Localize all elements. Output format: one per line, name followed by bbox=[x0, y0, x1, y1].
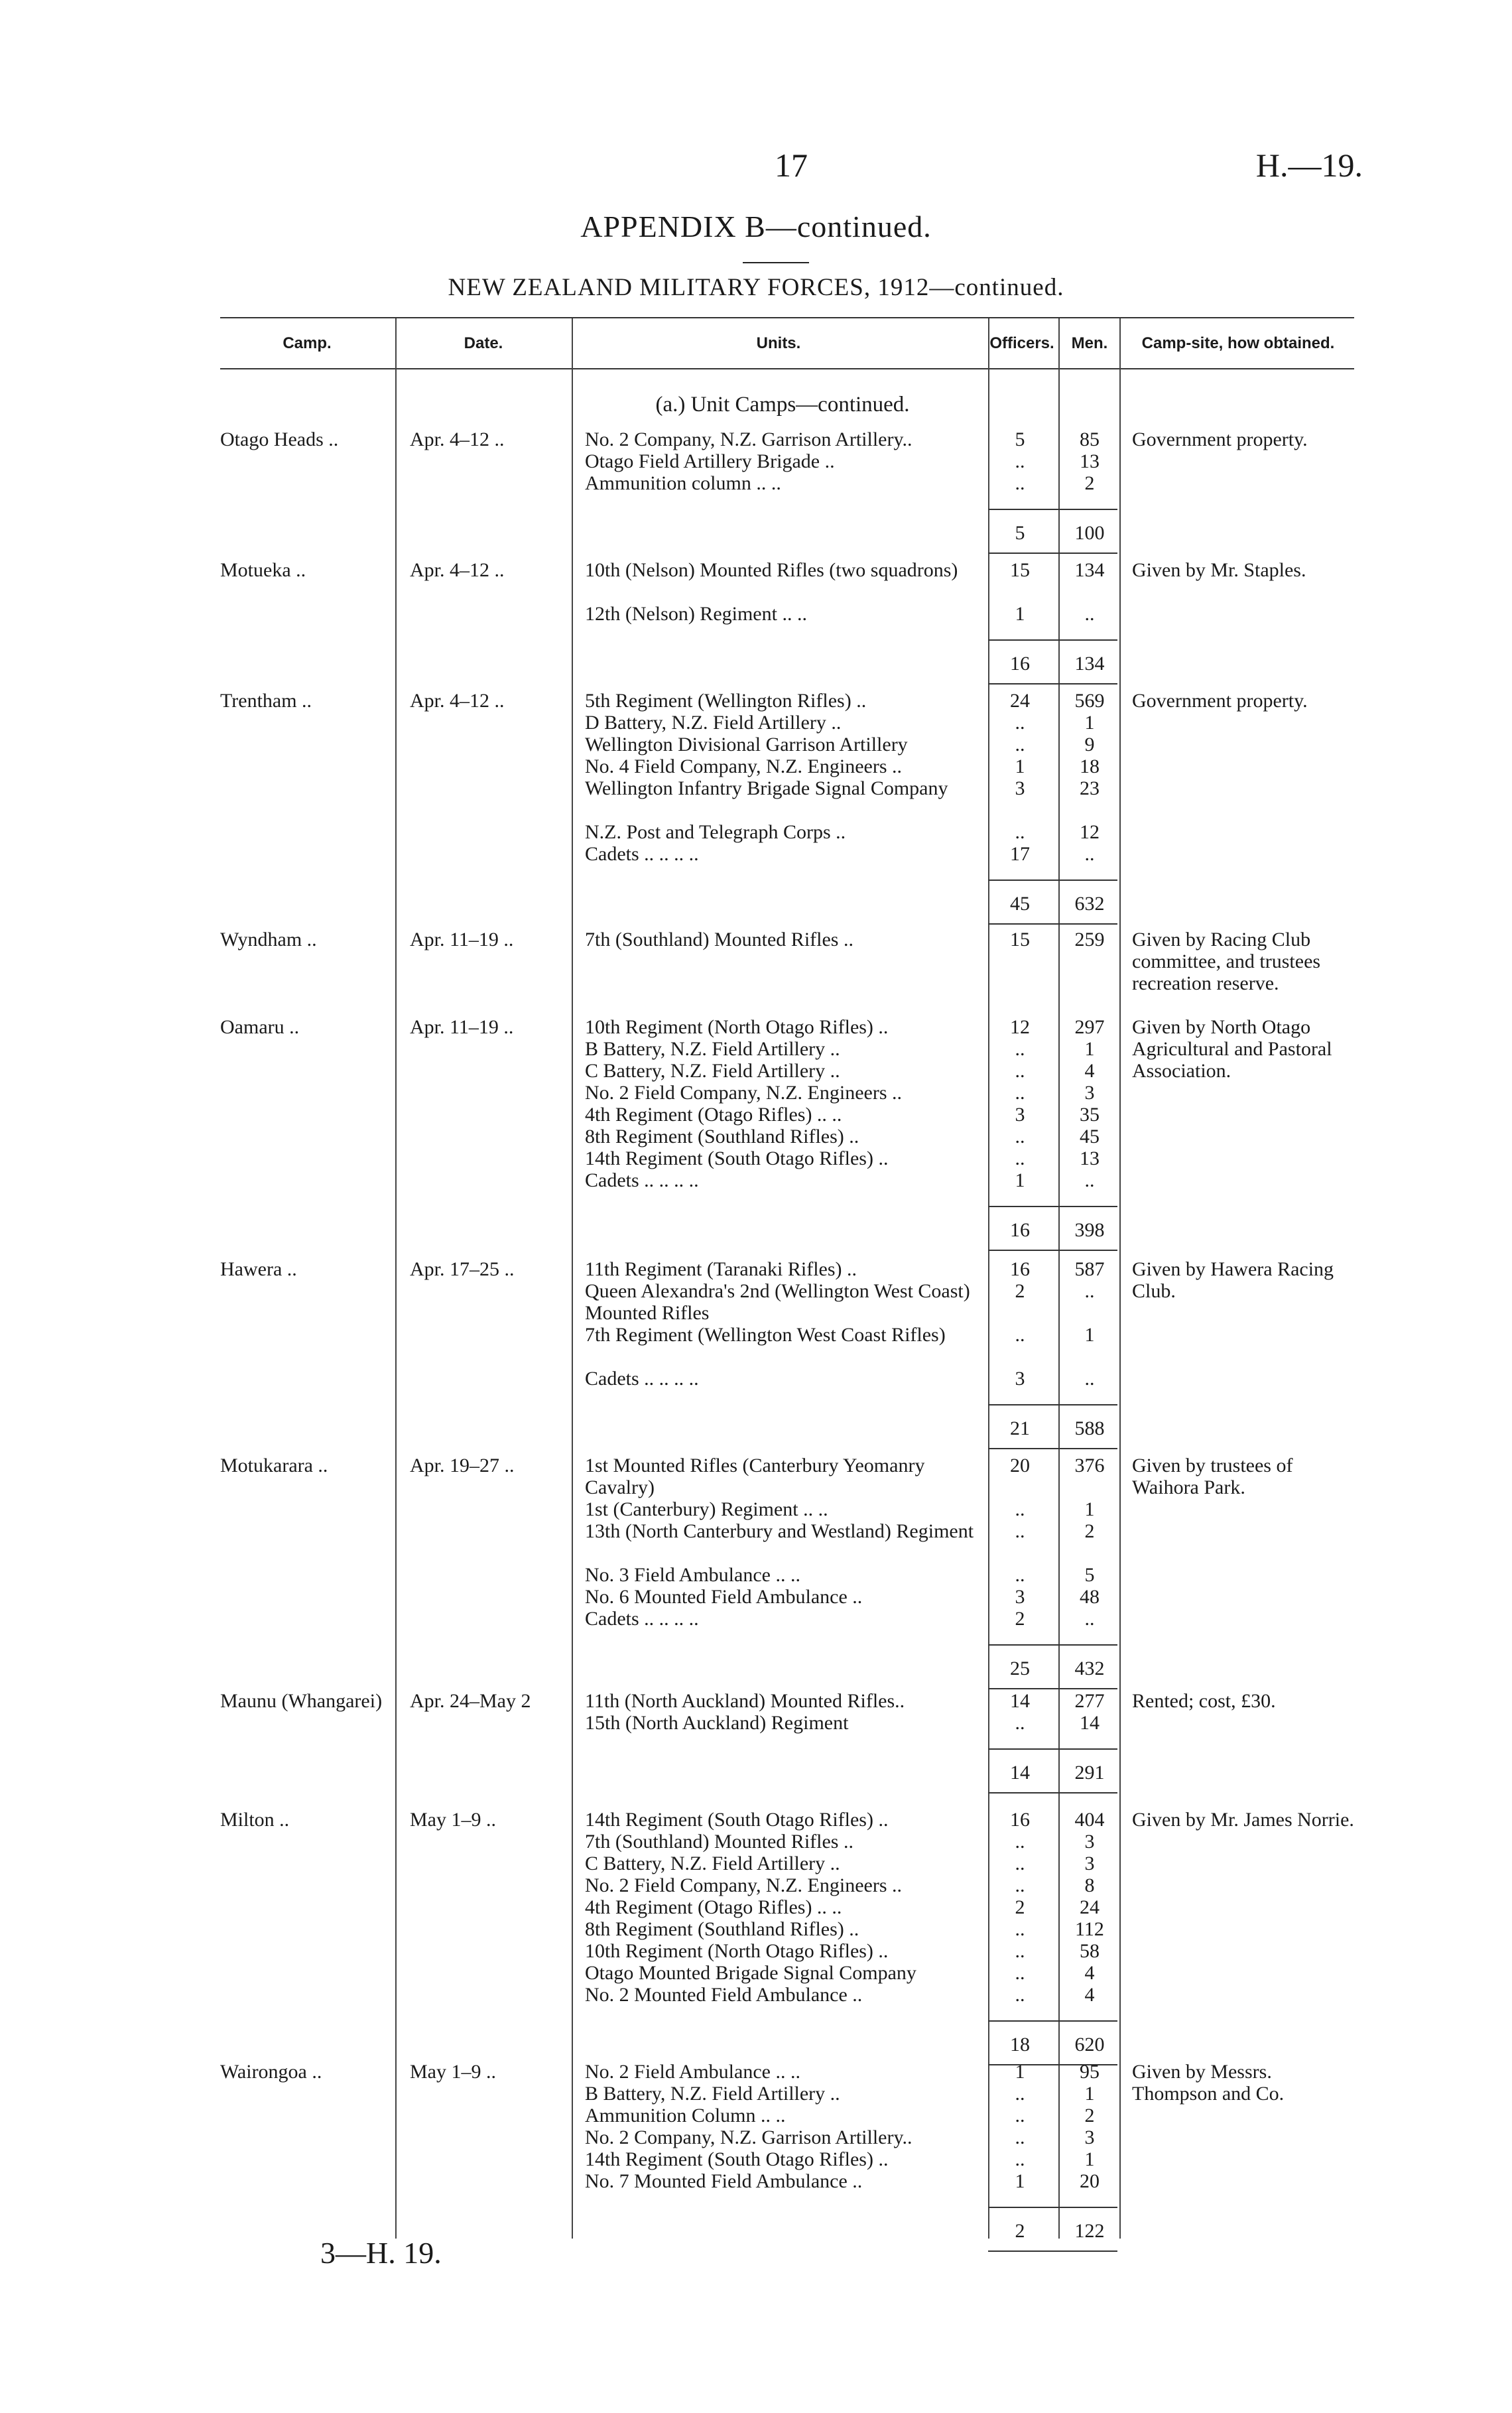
unit-officers: 1 bbox=[1015, 2061, 1025, 2083]
unit-men: 1 bbox=[1084, 2083, 1095, 2105]
unit-officers: 3 bbox=[1015, 777, 1025, 799]
total-men: 620 bbox=[1074, 2034, 1105, 2055]
unit-officers: 12 bbox=[1010, 1016, 1030, 1038]
unit-officers: 1 bbox=[1015, 2170, 1025, 2192]
total-rule bbox=[988, 1748, 1117, 1750]
unit-name: 15th (North Auckland) Regiment bbox=[585, 1712, 849, 1734]
unit-men: 3 bbox=[1084, 1831, 1095, 1853]
camp-site-source: Given by Mr. James Norrie. bbox=[1132, 1809, 1354, 1831]
unit-men: 587 bbox=[1074, 1258, 1105, 1280]
camp-site-source: Given by Racing Club committee, and trustees recreation reserve. bbox=[1132, 929, 1321, 994]
unit-men: .. bbox=[1084, 1280, 1095, 1302]
total-men: 291 bbox=[1074, 1762, 1105, 1784]
unit-name: 8th Regiment (Southland Rifles) .. bbox=[585, 1918, 859, 1940]
unit-officers: 3 bbox=[1015, 1368, 1025, 1390]
unit-officers: .. bbox=[1015, 450, 1025, 472]
total-officers: 14 bbox=[1010, 1762, 1030, 1784]
unit-officers: 3 bbox=[1015, 1586, 1025, 1608]
camp-name: Wyndham .. bbox=[220, 929, 317, 950]
section-subheading: (a.) Unit Camps—continued. bbox=[655, 393, 910, 417]
camp-date: May 1–9 .. bbox=[410, 2061, 496, 2083]
unit-men: .. bbox=[1084, 1608, 1095, 1630]
unit-men: 45 bbox=[1080, 1126, 1100, 1147]
unit-officers: .. bbox=[1015, 1498, 1025, 1520]
unit-name: 14th Regiment (South Otago Rifles) .. bbox=[585, 1147, 889, 1169]
unit-men: 1 bbox=[1084, 1324, 1095, 1346]
unit-officers: 1 bbox=[1015, 1169, 1025, 1191]
unit-name: Wellington Divisional Garrison Artillery bbox=[585, 734, 908, 755]
total-men: 398 bbox=[1074, 1219, 1105, 1241]
camp-name: Hawera .. bbox=[220, 1258, 297, 1280]
total-rule bbox=[988, 1644, 1117, 1646]
unit-name: No. 7 Mounted Field Ambulance .. bbox=[585, 2170, 863, 2192]
unit-name: 10th Regiment (North Otago Rifles) .. bbox=[585, 1016, 889, 1038]
unit-name: Cadets .. .. .. .. bbox=[585, 1608, 699, 1630]
table-top-rule bbox=[220, 317, 1354, 318]
unit-officers: .. bbox=[1015, 472, 1025, 494]
camp-name: Otago Heads .. bbox=[220, 428, 339, 450]
unit-name: No. 3 Field Ambulance .. .. bbox=[585, 1564, 800, 1586]
unit-men: 8 bbox=[1084, 1874, 1095, 1896]
total-bottom-rule bbox=[988, 1688, 1117, 1689]
unit-men: 2 bbox=[1084, 2105, 1095, 2126]
unit-name: 13th (North Canterbury and Westland) Regiment bbox=[585, 1520, 974, 1542]
total-rule bbox=[988, 509, 1117, 510]
unit-officers: .. bbox=[1015, 1940, 1025, 1962]
unit-men: 2 bbox=[1084, 472, 1095, 494]
unit-officers: .. bbox=[1015, 1060, 1025, 1082]
unit-name: Ammunition Column .. .. bbox=[585, 2105, 786, 2126]
unit-men: 4 bbox=[1084, 1962, 1095, 1984]
unit-name: No. 2 Company, N.Z. Garrison Artillery.. bbox=[585, 2126, 913, 2148]
unit-men: .. bbox=[1084, 1169, 1095, 1191]
unit-men: 112 bbox=[1075, 1918, 1104, 1940]
unit-men: 23 bbox=[1080, 777, 1100, 799]
total-bottom-rule bbox=[988, 923, 1117, 925]
camp-date: Apr. 4–12 .. bbox=[410, 690, 505, 712]
unit-officers: 1 bbox=[1015, 755, 1025, 777]
total-bottom-rule bbox=[988, 2250, 1117, 2252]
camp-name: Wairongoa .. bbox=[220, 2061, 322, 2083]
unit-men: .. bbox=[1084, 843, 1095, 865]
unit-men: 2 bbox=[1084, 1520, 1095, 1542]
unit-name: No. 6 Mounted Field Ambulance .. bbox=[585, 1586, 863, 1608]
unit-men: 9 bbox=[1084, 734, 1095, 755]
title-rule bbox=[743, 262, 809, 263]
unit-officers: .. bbox=[1015, 2148, 1025, 2170]
unit-men: 404 bbox=[1074, 1809, 1105, 1831]
unit-name: 8th Regiment (Southland Rifles) .. bbox=[585, 1126, 859, 1147]
total-bottom-rule bbox=[988, 1250, 1117, 1251]
unit-men: 3 bbox=[1084, 1853, 1095, 1874]
unit-officers: .. bbox=[1015, 1874, 1025, 1896]
unit-name: 10th (Nelson) Mounted Rifles (two squadrons) bbox=[585, 559, 958, 581]
col-divider bbox=[1119, 318, 1121, 2239]
unit-men: 4 bbox=[1084, 1984, 1095, 2006]
unit-officers: 3 bbox=[1015, 1104, 1025, 1126]
unit-name: B Battery, N.Z. Field Artillery .. bbox=[585, 2083, 840, 2105]
unit-men: 95 bbox=[1080, 2061, 1100, 2083]
total-bottom-rule bbox=[988, 1792, 1117, 1793]
col-divider bbox=[395, 318, 397, 2239]
unit-name: 7th (Southland) Mounted Rifles .. bbox=[585, 929, 853, 950]
camp-name: Oamaru .. bbox=[220, 1016, 300, 1038]
unit-men: 1 bbox=[1084, 1038, 1095, 1060]
camp-date: Apr. 11–19 .. bbox=[410, 929, 514, 950]
document-reference: H.—19. bbox=[1255, 147, 1363, 184]
unit-name: No. 2 Mounted Field Ambulance .. bbox=[585, 1984, 863, 2006]
total-officers: 45 bbox=[1010, 893, 1030, 915]
total-bottom-rule bbox=[988, 1448, 1117, 1449]
unit-officers: 2 bbox=[1015, 1896, 1025, 1918]
unit-officers: .. bbox=[1015, 1831, 1025, 1853]
camp-site-source: Given by Messrs. Thompson and Co. bbox=[1132, 2061, 1285, 2105]
col-header-men: Men. bbox=[1071, 334, 1108, 352]
unit-officers: 24 bbox=[1010, 690, 1030, 712]
unit-name: 4th Regiment (Otago Rifles) .. .. bbox=[585, 1104, 842, 1126]
total-rule bbox=[988, 2207, 1117, 2208]
unit-men: .. bbox=[1084, 1368, 1095, 1390]
unit-officers: .. bbox=[1015, 1520, 1025, 1542]
unit-men: .. bbox=[1084, 603, 1095, 625]
unit-name: No. 2 Field Ambulance .. .. bbox=[585, 2061, 800, 2083]
total-rule bbox=[988, 1206, 1117, 1207]
unit-men: 1 bbox=[1084, 1498, 1095, 1520]
unit-name: No. 2 Field Company, N.Z. Engineers .. bbox=[585, 1082, 902, 1104]
camp-site-source: Rented; cost, £30. bbox=[1132, 1690, 1276, 1712]
unit-men: 24 bbox=[1080, 1896, 1100, 1918]
unit-men: 3 bbox=[1084, 1082, 1095, 1104]
unit-officers: .. bbox=[1015, 1984, 1025, 2006]
unit-men: 4 bbox=[1084, 1060, 1095, 1082]
unit-officers: 5 bbox=[1015, 428, 1025, 450]
unit-men: 5 bbox=[1084, 1564, 1095, 1586]
unit-men: 1 bbox=[1084, 2148, 1095, 2170]
col-divider bbox=[572, 318, 573, 2239]
camp-site-source: Given by North Otago Agricultural and Pastoral Association. bbox=[1132, 1016, 1332, 1082]
unit-officers: .. bbox=[1015, 1126, 1025, 1147]
unit-name: 5th Regiment (Wellington Rifles) .. bbox=[585, 690, 867, 712]
total-men: 588 bbox=[1074, 1417, 1105, 1439]
unit-officers: 1 bbox=[1015, 603, 1025, 625]
unit-men: 376 bbox=[1074, 1455, 1105, 1476]
unit-men: 58 bbox=[1080, 1940, 1100, 1962]
unit-officers: 14 bbox=[1010, 1690, 1030, 1712]
unit-men: 20 bbox=[1080, 2170, 1100, 2192]
unit-men: 85 bbox=[1080, 428, 1100, 450]
unit-men: 134 bbox=[1074, 559, 1105, 581]
unit-officers: 17 bbox=[1010, 843, 1030, 865]
unit-men: 12 bbox=[1080, 821, 1100, 843]
unit-men: 1 bbox=[1084, 712, 1095, 734]
total-bottom-rule bbox=[988, 683, 1117, 685]
total-men: 432 bbox=[1074, 1658, 1105, 1679]
page-number: 17 bbox=[775, 147, 808, 184]
unit-name: 1st (Canterbury) Regiment .. .. bbox=[585, 1498, 828, 1520]
unit-name: C Battery, N.Z. Field Artillery .. bbox=[585, 1853, 840, 1874]
unit-men: 13 bbox=[1080, 450, 1100, 472]
camp-site-source: Given by Hawera Racing Club. bbox=[1132, 1258, 1334, 1302]
unit-officers: .. bbox=[1015, 1853, 1025, 1874]
unit-name: 10th Regiment (North Otago Rifles) .. bbox=[585, 1940, 889, 1962]
unit-officers: 2 bbox=[1015, 1608, 1025, 1630]
unit-name: Ammunition column .. .. bbox=[585, 472, 781, 494]
camp-name: Maunu (Whangarei) bbox=[220, 1690, 383, 1712]
unit-name: B Battery, N.Z. Field Artillery .. bbox=[585, 1038, 840, 1060]
camp-site-source: Given by trustees of Waihora Park. bbox=[1132, 1455, 1293, 1498]
unit-officers: .. bbox=[1015, 1147, 1025, 1169]
unit-name: Otago Mounted Brigade Signal Company bbox=[585, 1962, 916, 1984]
unit-officers: 2 bbox=[1015, 1280, 1025, 1302]
total-bottom-rule bbox=[988, 553, 1117, 554]
unit-officers: .. bbox=[1015, 2126, 1025, 2148]
unit-name: N.Z. Post and Telegraph Corps .. bbox=[585, 821, 846, 843]
unit-officers: .. bbox=[1015, 1712, 1025, 1734]
camp-date: Apr. 24–May 2 bbox=[410, 1690, 531, 1712]
total-officers: 21 bbox=[1010, 1417, 1030, 1439]
camp-site-source: Given by Mr. Staples. bbox=[1132, 559, 1306, 581]
unit-name: Cadets .. .. .. .. bbox=[585, 1169, 699, 1191]
col-header-date: Date. bbox=[464, 334, 503, 352]
unit-officers: .. bbox=[1015, 2083, 1025, 2105]
camp-date: Apr. 17–25 .. bbox=[410, 1258, 515, 1280]
unit-name: No. 4 Field Company, N.Z. Engineers .. bbox=[585, 755, 902, 777]
unit-officers: .. bbox=[1015, 734, 1025, 755]
unit-officers: 15 bbox=[1010, 559, 1030, 581]
unit-name: Wellington Infantry Brigade Signal Company bbox=[585, 777, 948, 799]
unit-name: Queen Alexandra's 2nd (Wellington West Coast) Mounted Rifles bbox=[585, 1280, 970, 1324]
unit-men: 3 bbox=[1084, 2126, 1095, 2148]
unit-name: 12th (Nelson) Regiment .. .. bbox=[585, 603, 807, 625]
unit-men: 48 bbox=[1080, 1586, 1100, 1608]
total-officers: 16 bbox=[1010, 653, 1030, 675]
unit-officers: .. bbox=[1015, 2105, 1025, 2126]
unit-name: Cadets .. .. .. .. bbox=[585, 843, 699, 865]
camp-date: Apr. 19–27 .. bbox=[410, 1455, 515, 1476]
unit-name: D Battery, N.Z. Field Artillery .. bbox=[585, 712, 842, 734]
unit-name: No. 2 Company, N.Z. Garrison Artillery.. bbox=[585, 428, 913, 450]
camp-date: May 1–9 .. bbox=[410, 1809, 496, 1831]
footer-signature: 3—H. 19. bbox=[320, 2236, 442, 2270]
col-header-camp: Camp. bbox=[283, 334, 332, 352]
camp-site-source: Government property. bbox=[1132, 690, 1308, 712]
unit-officers: .. bbox=[1015, 1564, 1025, 1586]
total-rule bbox=[988, 1404, 1117, 1405]
unit-men: 277 bbox=[1074, 1690, 1105, 1712]
unit-officers: .. bbox=[1015, 1082, 1025, 1104]
total-officers: 18 bbox=[1010, 2034, 1030, 2055]
unit-officers: .. bbox=[1015, 1038, 1025, 1060]
camp-date: Apr. 4–12 .. bbox=[410, 559, 505, 581]
camp-name: Trentham .. bbox=[220, 690, 312, 712]
camp-date: Apr. 11–19 .. bbox=[410, 1016, 514, 1038]
unit-name: C Battery, N.Z. Field Artillery .. bbox=[585, 1060, 840, 1082]
camp-name: Milton .. bbox=[220, 1809, 290, 1831]
total-officers: 5 bbox=[1015, 522, 1025, 544]
col-header-officers: Officers. bbox=[989, 334, 1054, 352]
camp-name: Motukarara .. bbox=[220, 1455, 328, 1476]
unit-name: 7th (Southland) Mounted Rifles .. bbox=[585, 1831, 853, 1853]
total-rule bbox=[988, 880, 1117, 881]
appendix-title: APPENDIX B—continued. bbox=[580, 210, 932, 243]
camp-site-source: Government property. bbox=[1132, 428, 1308, 450]
unit-name: 14th Regiment (South Otago Rifles) .. bbox=[585, 1809, 889, 1831]
unit-men: 297 bbox=[1074, 1016, 1105, 1038]
col-header-units: Units. bbox=[756, 334, 801, 352]
unit-men: 18 bbox=[1080, 755, 1100, 777]
total-rule bbox=[988, 639, 1117, 641]
forces-title: NEW ZEALAND MILITARY FORCES, 1912—continued. bbox=[448, 274, 1064, 301]
unit-officers: 20 bbox=[1010, 1455, 1030, 1476]
header-bottom-rule bbox=[220, 368, 1354, 369]
total-men: 100 bbox=[1074, 522, 1105, 544]
unit-name: 14th Regiment (South Otago Rifles) .. bbox=[585, 2148, 889, 2170]
unit-name: Cadets .. .. .. .. bbox=[585, 1368, 699, 1390]
unit-officers: 16 bbox=[1010, 1258, 1030, 1280]
unit-men: 259 bbox=[1074, 929, 1105, 950]
camp-name: Motueka .. bbox=[220, 559, 306, 581]
unit-officers: .. bbox=[1015, 821, 1025, 843]
unit-men: 569 bbox=[1074, 690, 1105, 712]
total-men: 632 bbox=[1074, 893, 1105, 915]
unit-name: No. 2 Field Company, N.Z. Engineers .. bbox=[585, 1874, 902, 1896]
total-rule bbox=[988, 2020, 1117, 2022]
unit-officers: 15 bbox=[1010, 929, 1030, 950]
unit-name: 1st Mounted Rifles (Canterbury Yeomanry Cavalry) bbox=[585, 1455, 925, 1498]
unit-name: 4th Regiment (Otago Rifles) .. .. bbox=[585, 1896, 842, 1918]
col-header-campsite: Camp-site, how obtained. bbox=[1141, 334, 1335, 352]
camp-date: Apr. 4–12 .. bbox=[410, 428, 505, 450]
total-officers: 2 bbox=[1015, 2220, 1025, 2242]
unit-name: Otago Field Artillery Brigade .. bbox=[585, 450, 835, 472]
unit-officers: .. bbox=[1015, 1918, 1025, 1940]
total-men: 134 bbox=[1074, 653, 1105, 675]
unit-officers: .. bbox=[1015, 1324, 1025, 1346]
total-officers: 16 bbox=[1010, 1219, 1030, 1241]
unit-officers: .. bbox=[1015, 1962, 1025, 1984]
unit-officers: .. bbox=[1015, 712, 1025, 734]
total-men: 122 bbox=[1074, 2220, 1105, 2242]
unit-name: 11th Regiment (Taranaki Rifles) .. bbox=[585, 1258, 857, 1280]
unit-name: 11th (North Auckland) Mounted Rifles.. bbox=[585, 1690, 905, 1712]
total-officers: 25 bbox=[1010, 1658, 1030, 1679]
unit-men: 13 bbox=[1080, 1147, 1100, 1169]
unit-officers: 16 bbox=[1010, 1809, 1030, 1831]
unit-men: 14 bbox=[1080, 1712, 1100, 1734]
unit-name: 7th Regiment (Wellington West Coast Rifles) bbox=[585, 1324, 946, 1346]
unit-men: 35 bbox=[1080, 1104, 1100, 1126]
